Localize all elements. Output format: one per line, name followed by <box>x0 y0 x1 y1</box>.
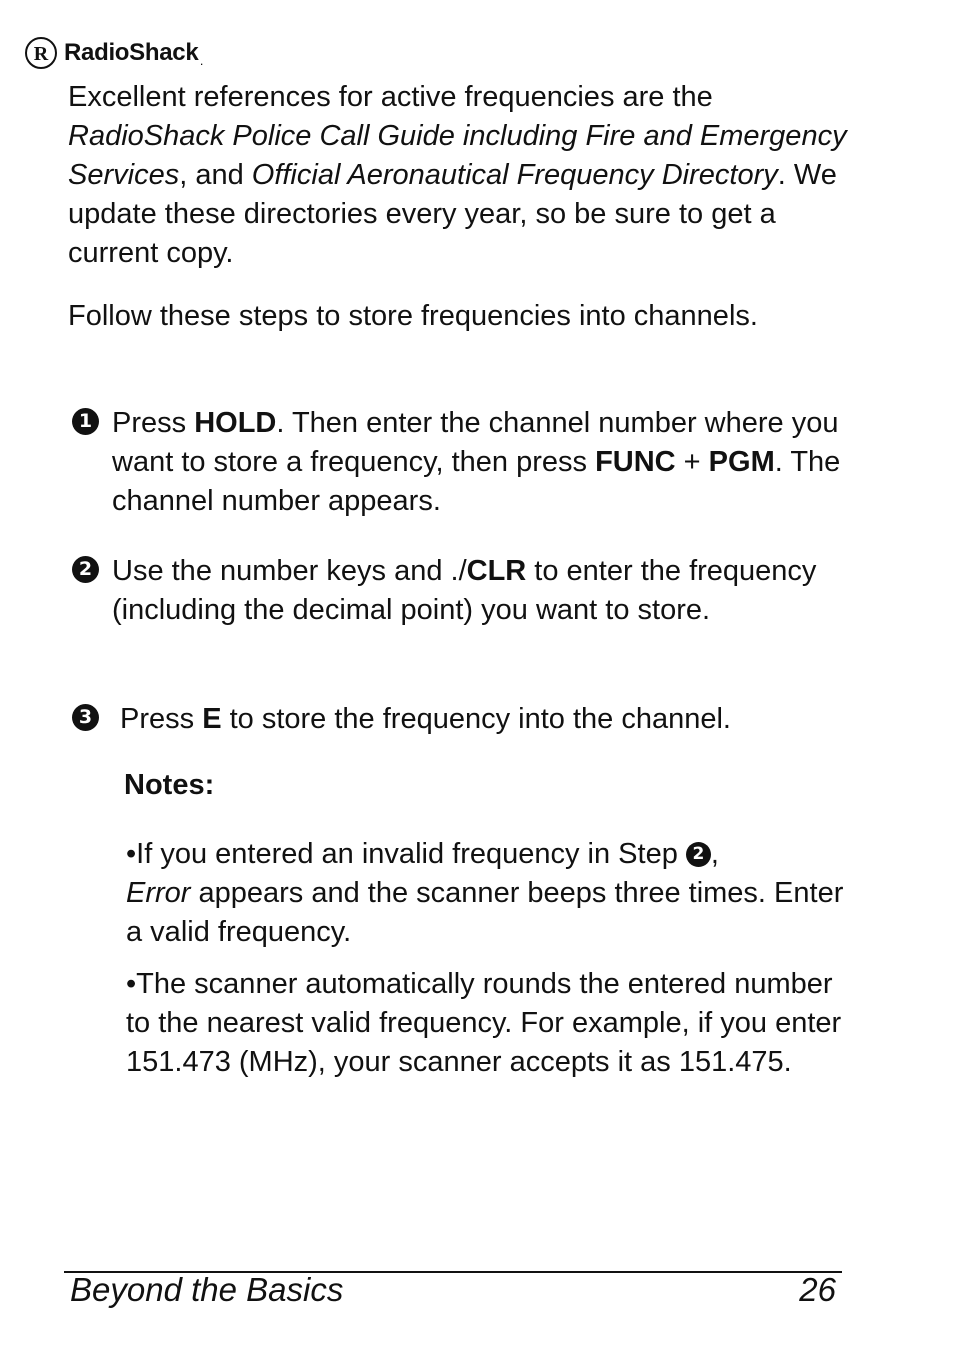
step-text <box>68 404 868 521</box>
registered-r-icon <box>24 36 58 70</box>
step-1 <box>68 404 868 521</box>
brand-suffix: . <box>200 57 203 67</box>
page-number: 26 <box>799 1271 836 1308</box>
step-number-icon: 1 <box>72 408 99 435</box>
section-title: Beyond the Basics <box>70 1271 344 1308</box>
notes-heading: Notes: <box>124 769 215 801</box>
step-text-part: + <box>675 446 709 478</box>
step-2 <box>68 552 868 630</box>
directory-title: Official Aeronautical Frequency Directory <box>251 159 778 191</box>
step-text-part: Use the number keys and ./ <box>112 555 467 587</box>
note-invalid-frequency <box>126 835 846 952</box>
intro-paragraph <box>68 78 848 273</box>
note-text: , <box>710 838 719 870</box>
key-clr: CLR <box>466 555 527 587</box>
svg-text:R: R <box>33 43 49 65</box>
step-text-part: . The channel number appears. <box>112 446 841 517</box>
step-number-icon: 3 <box>72 704 99 731</box>
intro-text: . We update these directories every year, so be sure to get a current copy. <box>68 159 837 269</box>
intro-text: , and <box>179 159 252 191</box>
step-text-part: to enter the frequency (including the decimal point) you want to store. <box>112 555 817 626</box>
step-number-icon: 2 <box>686 842 711 867</box>
note-text: •If you entered an invalid frequency in Step <box>126 838 686 870</box>
key-pgm: PGM <box>708 446 775 478</box>
key-func: FUNC <box>595 446 676 478</box>
step-text-part: . Then enter the channel number where you want to store a frequency, then press <box>112 407 839 478</box>
note-text: appears and the scanner beeps three times. Enter a valid frequency. <box>126 877 844 948</box>
step-text-part: to store the frequency into the channel. <box>221 703 731 735</box>
step-text-part: Press <box>112 407 195 439</box>
brand-name: RadioShack <box>64 39 199 66</box>
step-text <box>68 700 868 739</box>
key-hold: HOLD <box>194 407 277 439</box>
step-text <box>68 552 868 630</box>
steps-intro: Follow these steps to store frequencies into channels. <box>68 300 758 332</box>
key-e: E <box>202 703 222 735</box>
step-number-icon: 2 <box>72 556 99 583</box>
step-3 <box>68 700 868 739</box>
intro-text: Excellent references for active frequencies are the <box>68 81 713 113</box>
guide-title: RadioShack Police Call Guide including Fire and Emergency Services <box>68 120 847 191</box>
step-text-part: Press <box>120 703 203 735</box>
radioshack-logo <box>24 36 203 70</box>
note-rounding: •The scanner automatically rounds the entered number to the nearest valid frequency. For example, if you enter 151.473 (MHz), your scanner accepts it as 151.475. <box>126 968 842 1078</box>
error-word: Error <box>126 877 191 909</box>
